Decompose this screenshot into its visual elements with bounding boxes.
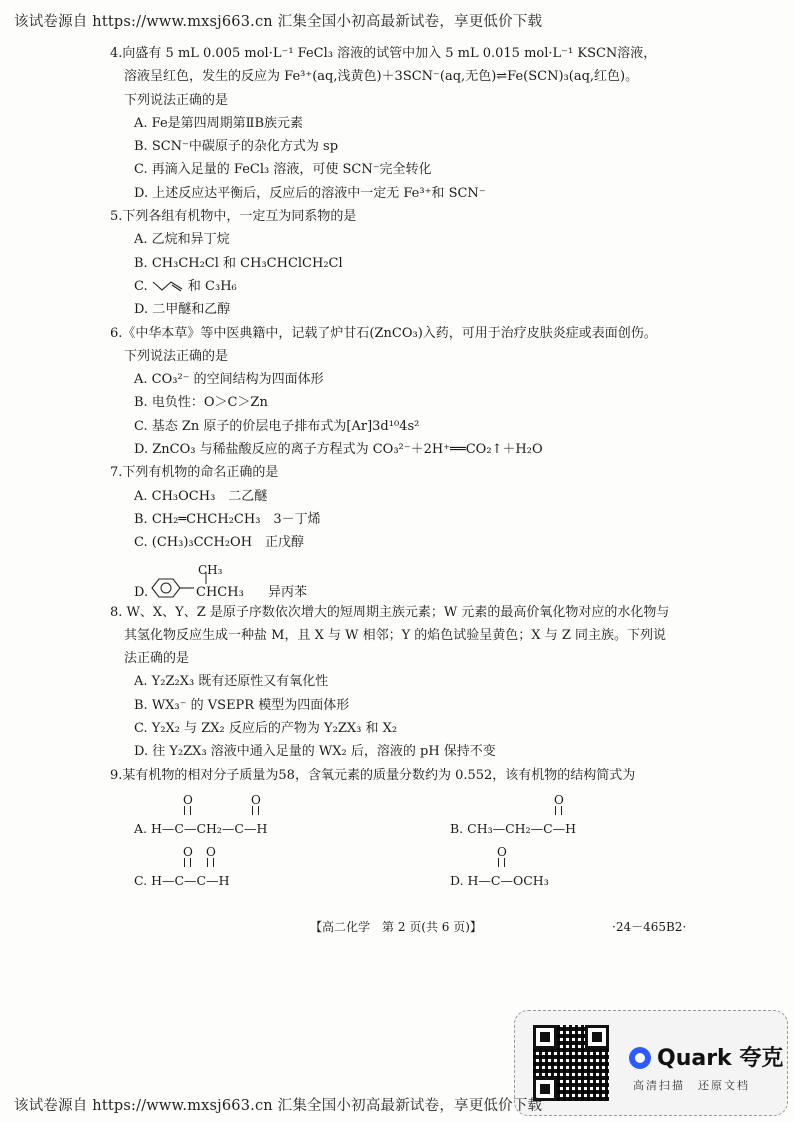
q9-d-double-bond [498, 858, 505, 867]
q6-line1: 6.《中华本草》等中医典籍中，记载了炉甘石(ZnCO₃)入药，可用于治疗皮肤炎症或表面创伤。 [110, 325, 657, 341]
q7-option-b: B. CH₂═CHCH₂CH₃ 3－丁烯 [134, 511, 321, 527]
q9-d-oxygen: O [497, 844, 507, 859]
q7-option-c: C. (CH₃)₃CCH₂OH 正戊醇 [134, 535, 305, 551]
q4-option-c: C. 再滴入足量的 FeCl₃ 溶液，可使 SCN⁻完全转化 [134, 162, 432, 178]
q7-d-chch3: CHCH₃ [196, 584, 244, 600]
q9-a-double-bond-1 [184, 806, 191, 815]
question-6 [110, 322, 690, 462]
exam-page [110, 42, 690, 893]
q5-option-c-text: 和 C₃H₆ [187, 278, 237, 294]
question-7 [110, 461, 690, 600]
page-footer-title: 【高二化学 第 2 页(共 6 页)】 [310, 920, 482, 934]
butene-skeletal-structure [152, 278, 184, 292]
qr-finder-tl [533, 1025, 557, 1049]
q7-d-ch3-branch: CH₃ [198, 562, 223, 577]
q4-option-d: D. 上述反应达平衡后，反应后的溶液中一定无 Fe³⁺和 SCN⁻ [134, 185, 486, 201]
q9-option-d: D. H—C—OCH₃ [450, 872, 549, 888]
q9-c-double-bond-1 [184, 858, 191, 867]
qr-code-icon [533, 1025, 609, 1101]
q5-option-b: B. CH₃CH₂Cl 和 CH₃CHClCH₂Cl [134, 255, 343, 271]
q9-c-oxygen-2: O [206, 844, 216, 859]
q9-option-c: C. H—C—C—H [134, 872, 230, 888]
q4-line3: 下列说法正确的是 [124, 92, 229, 108]
q8-line2: 其氢化物反应生成一种盐 M，且 X 与 W 相邻；Y 的焰色试验呈黄色；X 与 Z 同主族。下列说 [124, 627, 666, 643]
q9-c-oxygen-1: O [183, 844, 193, 859]
q4-option-a: A. Fe是第四周期第ⅡB族元素 [134, 115, 304, 131]
q9-a-oxygen-2: O [251, 792, 261, 807]
q7-stem: 7.下列有机物的命名正确的是 [110, 465, 279, 481]
quark-watermark [514, 1010, 788, 1116]
q4-line2: 溶液呈红色，发生的反应为 Fe³⁺(aq,浅黄色)＋3SCN⁻(aq,无色)⇌Fe(SCN)₃(aq,红色)。 [124, 69, 639, 85]
question-9 [110, 764, 690, 893]
q6-line2: 下列说法正确的是 [124, 348, 229, 364]
quark-brand: Quark 夸克 [657, 1046, 784, 1071]
q5-stem: 5.下列各组有机物中，一定互为同系物的是 [110, 209, 357, 225]
source-banner-bottom: 该试卷源自 https://www.mxsj663.cn 汇集全国小初高最新试卷，享更低价下载 [14, 1098, 543, 1114]
q6-option-c: C. 基态 Zn 原子的价层电子排布式为[Ar]3d¹⁰4s² [134, 418, 420, 434]
quark-logo-icon [629, 1047, 651, 1069]
quark-tagline: 高清扫描 还原文档 [633, 1079, 750, 1092]
q9-a-double-bond-2 [252, 806, 259, 815]
q7-option-d [110, 555, 690, 601]
q9-stem: 9.某有机物的相对分子质量为58，含氧元素的质量分数约为 0.552，该有机物的结构简式为 [110, 767, 636, 783]
q9-b-oxygen: O [554, 792, 564, 807]
q5-option-c-label: C. [134, 278, 148, 294]
question-5 [110, 205, 690, 321]
q9-option-a: A. H—C—CH₂—C—H [134, 820, 268, 836]
q5-option-d: D. 二甲醚和乙醇 [134, 302, 231, 318]
q8-line3: 法正确的是 [124, 651, 190, 667]
q4-line1: 4.向盛有 5 mL 0.005 mol·L⁻¹ FeCl₃ 溶液的试管中加入 5 mL 0.015 mol·L⁻¹ KSCN溶液， [110, 46, 657, 61]
q8-option-a: A. Y₂Z₂X₃ 既有还原性又有氧化性 [134, 674, 329, 690]
q8-option-b: B. WX₃⁻ 的 VSEPR 模型为四面体形 [134, 697, 350, 713]
question-4 [110, 42, 690, 205]
q7-option-d-label: D. [134, 584, 149, 600]
q9-structures [110, 789, 690, 893]
q9-b-double-bond [555, 806, 562, 815]
q8-option-d: D. 往 Y₂ZX₃ 溶液中通入足量的 WX₂ 后，溶液的 pH 保持不变 [134, 744, 496, 760]
q4-option-b: B. SCN⁻中碳原子的杂化方式为 sp [134, 139, 339, 155]
q8-option-c: C. Y₂X₂ 与 ZX₂ 反应后的产物为 Y₂ZX₃ 和 X₂ [134, 721, 398, 737]
q9-c-double-bond-2 [207, 858, 214, 867]
quark-logo [629, 1041, 783, 1072]
paper-code: ·24－465B2· [612, 920, 687, 934]
qr-finder-tr [585, 1025, 609, 1049]
benzene-ring-icon [148, 577, 194, 599]
q9-a-oxygen-1: O [183, 792, 193, 807]
q8-line1: 8. W、X、Y、Z 是原子序数依次增大的短周期主族元素；W 元素的最高价氧化物对应的水化物与 [110, 604, 670, 620]
question-8 [110, 601, 690, 764]
q5-option-c [110, 275, 690, 298]
q6-option-a: A. CO₃²⁻ 的空间结构为四面体形 [134, 372, 324, 388]
q5-option-a: A. 乙烷和异丁烷 [134, 232, 230, 248]
q6-option-b: B. 电负性：O＞C＞Zn [134, 395, 268, 411]
q7-option-a: A. CH₃OCH₃ 二乙醚 [134, 488, 268, 504]
q7-d-name: 异丙苯 [268, 584, 308, 600]
q6-option-d: D. ZnCO₃ 与稀盐酸反应的离子方程式为 CO₃²⁻＋2H⁺══CO₂↑＋H₂O [134, 442, 543, 458]
q9-option-b: B. CH₃—CH₂—C—H [450, 820, 577, 836]
source-banner-top: 该试卷源自 https://www.mxsj663.cn 汇集全国小初高最新试卷，享更低价下载 [14, 14, 543, 30]
